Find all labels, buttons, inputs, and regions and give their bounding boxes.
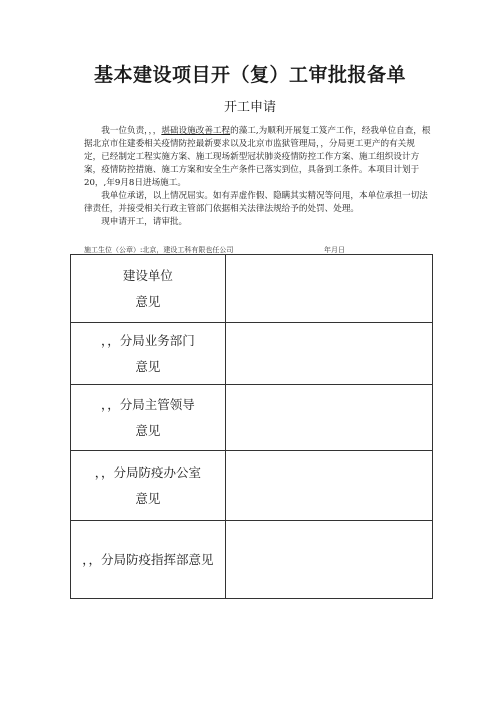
approval-opinion-field[interactable] bbox=[225, 323, 432, 385]
approval-row bbox=[71, 323, 433, 385]
approval-label-line1: 建设单位 bbox=[122, 267, 173, 283]
approval-label bbox=[71, 255, 226, 323]
approval-label-line1: ，，分局主管领导 bbox=[101, 396, 195, 412]
approval-row bbox=[71, 255, 433, 323]
filler-organization: 施工生位（公章）:北京，建设工科有限也任公司 bbox=[84, 246, 234, 254]
paragraph-commitment: 我单位承诺，以上情况屈实。如有弄虚作假、隐瞒其实精况等问甩，本单位承担一切法律责任，并接受相关行政主管部门依据相关法律法规给予的处罚、处理。 bbox=[84, 191, 428, 214]
approval-label bbox=[71, 385, 226, 451]
approval-label-line2: 意见 bbox=[135, 422, 161, 438]
approval-row bbox=[71, 521, 433, 599]
document-subtitle: 开工申请 bbox=[223, 100, 276, 115]
paragraph-request: 现申请开工，请审批。 bbox=[101, 217, 188, 227]
paragraph1-prefix: 我一位负责，，， bbox=[101, 126, 162, 136]
approval-label-line1: ，，分局防疫指挥部意见 bbox=[82, 551, 214, 567]
paragraph-project-info bbox=[84, 125, 432, 190]
approval-label-line1: ，，分局业务部门 bbox=[101, 332, 195, 348]
approval-row bbox=[71, 451, 433, 521]
approval-opinion-field[interactable] bbox=[225, 521, 432, 599]
filler-date: 年月日 bbox=[324, 246, 345, 254]
approval-row bbox=[71, 385, 433, 451]
approval-label bbox=[71, 521, 226, 599]
approval-opinion-field[interactable] bbox=[225, 385, 432, 451]
application-body bbox=[84, 125, 432, 229]
approval-label-line2: 意见 bbox=[135, 293, 161, 309]
approval-label-line2: 意见 bbox=[135, 490, 161, 506]
project-name: 堪础设施改善工程 bbox=[161, 126, 231, 136]
paragraph1-rest: 的藻工,为顺利开展复工笈产工作，经我单位自查，根据北京市住建委相关疫情防控最新要求以及北京市监狱管理局，，分局更工更产的有关规定，已经制定工程实施方案、施工现场新型冠状肺炎疫情防控工作方案、施工组织设计方案，疫情防控措施、施工方案和安全生产条件已落实到位，具备到工条件。本项目计划于20，,年9月8日进场施工。 bbox=[84, 126, 431, 188]
approval-opinion-field[interactable] bbox=[225, 451, 432, 521]
approval-label bbox=[71, 451, 226, 521]
document-title: 基本建设项目开（复）工审批报备单 bbox=[93, 64, 406, 86]
approval-opinion-field[interactable] bbox=[225, 255, 432, 323]
approval-label-line2: 意见 bbox=[135, 358, 161, 374]
approval-table bbox=[70, 254, 433, 599]
approval-label bbox=[71, 323, 226, 385]
approval-label-line1: ，，分局防疫办公室 bbox=[94, 464, 202, 480]
